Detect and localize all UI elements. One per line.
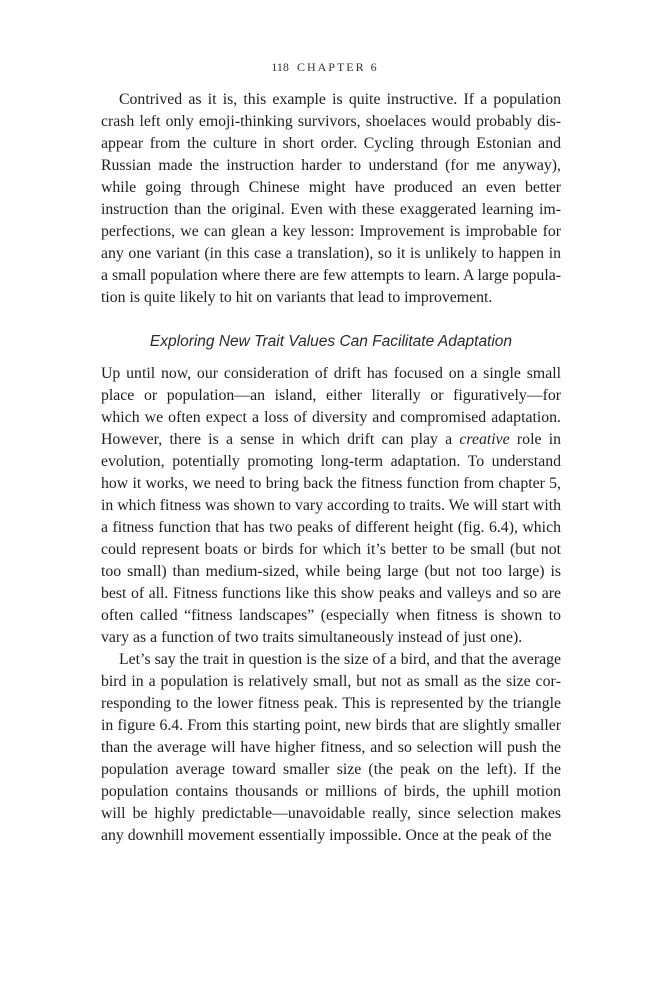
paragraph-2 <box>101 363 561 649</box>
paragraph-2-text-a: Up until now, our consideration of drift has focused on a single small place or population—an island, either literally or figuratively—for which we often expect a loss of diversity and compromised adaptation. However, there is a sense in which drift can play a <box>101 365 561 448</box>
paragraph-1: Contrived as it is, this example is quite instructive. If a population crash left only emoji-thinking survivors, shoelaces would probably disappear from the culture in short order. Cycling through Estonian and Russian made the instruction harder to understand (for me anyway), while going through Chinese might have produced an even better instruction than the original. Even with these exaggerated learning imperfections, we can glean a key lesson: Improvement is improbable for any one variant (in this case a translation), so it is unlikely to happen in a small population where there are few attempts to learn. A large population is quite likely to hit on variants that lead to improvement. <box>101 91 561 306</box>
paragraph-2-italic: creative <box>459 431 510 448</box>
paragraph-3: Let’s say the trait in question is the size of a bird, and that the average bird in a population is relatively small, but not as small as the size corresponding to the lower fitness peak. This is represented by the triangle in figure 6.4. From this starting point, new birds that are slightly smaller than the average will have higher fitness, and so selection will push the population average toward smaller size (the peak on the left). If the population contains thousands or millions of birds, the uphill motion will be highly predictable—unavoidable really, since selection makes any downhill movement essentially impossible. Once at the peak of the <box>101 651 561 844</box>
paragraph-2-text-b: role in evolution, potentially promoting long-term adaptation. To understand how it works, we need to bring back the fitness function from chapter 5, in which fitness was shown to vary according to traits. We will start with a fitness function that has two peaks of different height (fig. 6.4), which could represent boats or birds for which it’s better to be small (but not too small) than medium-sized, while being large (but not too large) is best of all. Fitness functions like this show peaks and valleys and so are often called “fitness landscapes” (especially when fitness is shown to vary as a function of two traits simultaneously instead of just one). <box>101 431 561 646</box>
page-number: 118 <box>271 60 289 74</box>
running-head <box>0 60 650 75</box>
body-text <box>101 89 561 847</box>
chapter-label: CHAPTER 6 <box>296 60 379 74</box>
section-heading: Exploring New Trait Values Can Facilitate Adaptation <box>149 333 513 350</box>
